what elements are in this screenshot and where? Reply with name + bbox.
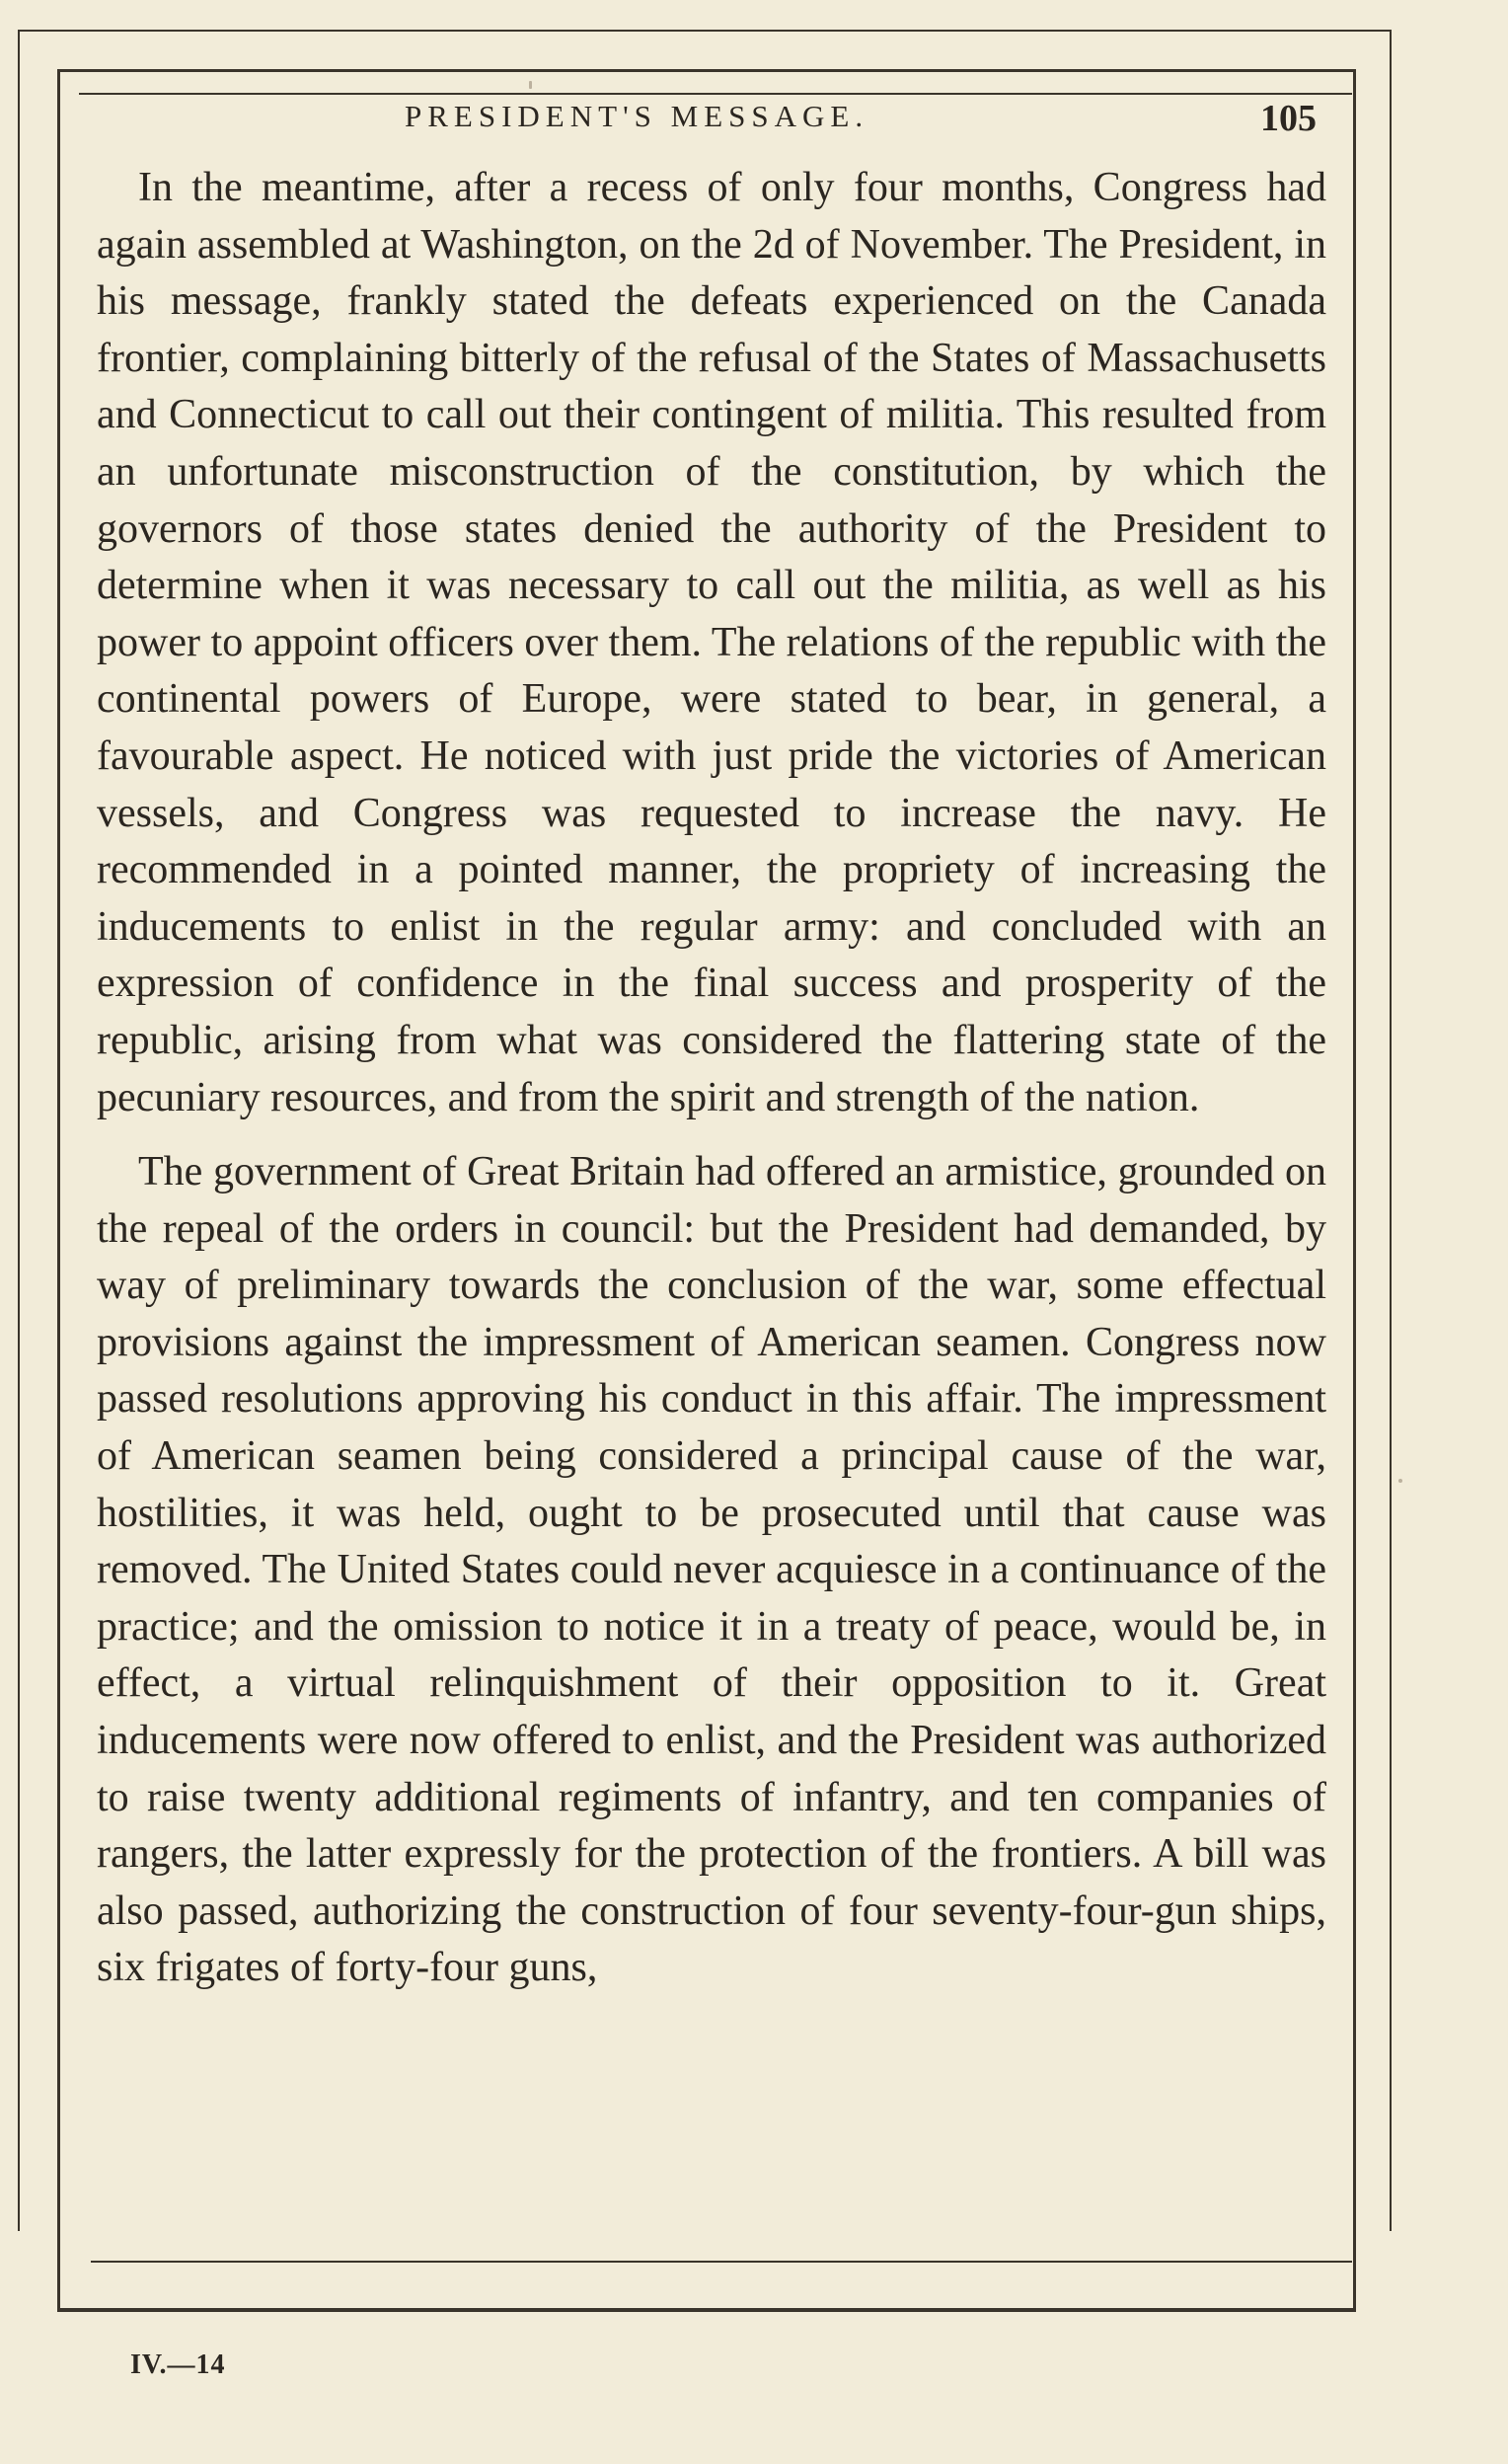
paragraph: In the meantime, after a recess of only four months, Congress had again assembled at Washington, on the 2d of November. The President, in his message, frankly stated the defeats experienced on the Canada frontier, complaining bitterly of the refusal of the States of Massachusetts and Connecticut to call out their contingent of militia. This resulted from an unfortunate misconstruction of the constitution, by which the governors of those states denied the authority of the President to determine when it was necessary to call out the militia, as well as his power to appoint officers over them. The relations of the republic with the continental powers of Europe, were stated to bear, in general, a favourable aspect. He noticed with just pride the victories of American vessels, and Congress was requested to increase the navy. He recommended in a pointed manner, the propriety of increasing the inducements to enlist in the regular army: and concluded with an expression of confidence in the final success and prosperity of the republic, arising from what was considered the flattering state of the pecuniary resources, and from the spirit and strength of the nation.: [97, 165, 1326, 1120]
paper-speck: [529, 81, 532, 89]
page-number: 105: [1260, 98, 1317, 139]
bottom-frame-rule: [57, 2308, 1356, 2310]
content-bottom-rule: [91, 2261, 1352, 2263]
paper-speck: [1398, 1479, 1402, 1483]
top-frame-rule: [79, 93, 1352, 95]
signature-mark: IV.—14: [130, 2349, 226, 2380]
paragraph: The government of Great Britain had offered an armistice, grounded on the repeal of the orders in council: but the President had demanded, by way of preliminary towards the conclusion of the war, some effectual provisions against the impressment of American seamen. Congress now passed resolutions approving his conduct in this affair. The impressment of American seamen being considered a principal cause of the war, hostilities, it was held, ought to be prosecuted until that cause was removed. The United States could never acquiesce in a continuance of the practice; and the omission to notice it in a treaty of peace, would be, in effect, a virtual relinquishment of their opposition to it. Great inducements were now offered to enlist, and the President was authorized to raise twenty additional regiments of infantry, and ten companies of rangers, the latter expressly for the protection of the frontiers. A bill was also passed, authorizing the construction of four seventy-four-gun ships, six frigates of forty-four guns,: [97, 1149, 1326, 1991]
running-head: PRESIDENT'S MESSAGE.: [405, 99, 869, 133]
body-text: [97, 160, 1326, 1997]
